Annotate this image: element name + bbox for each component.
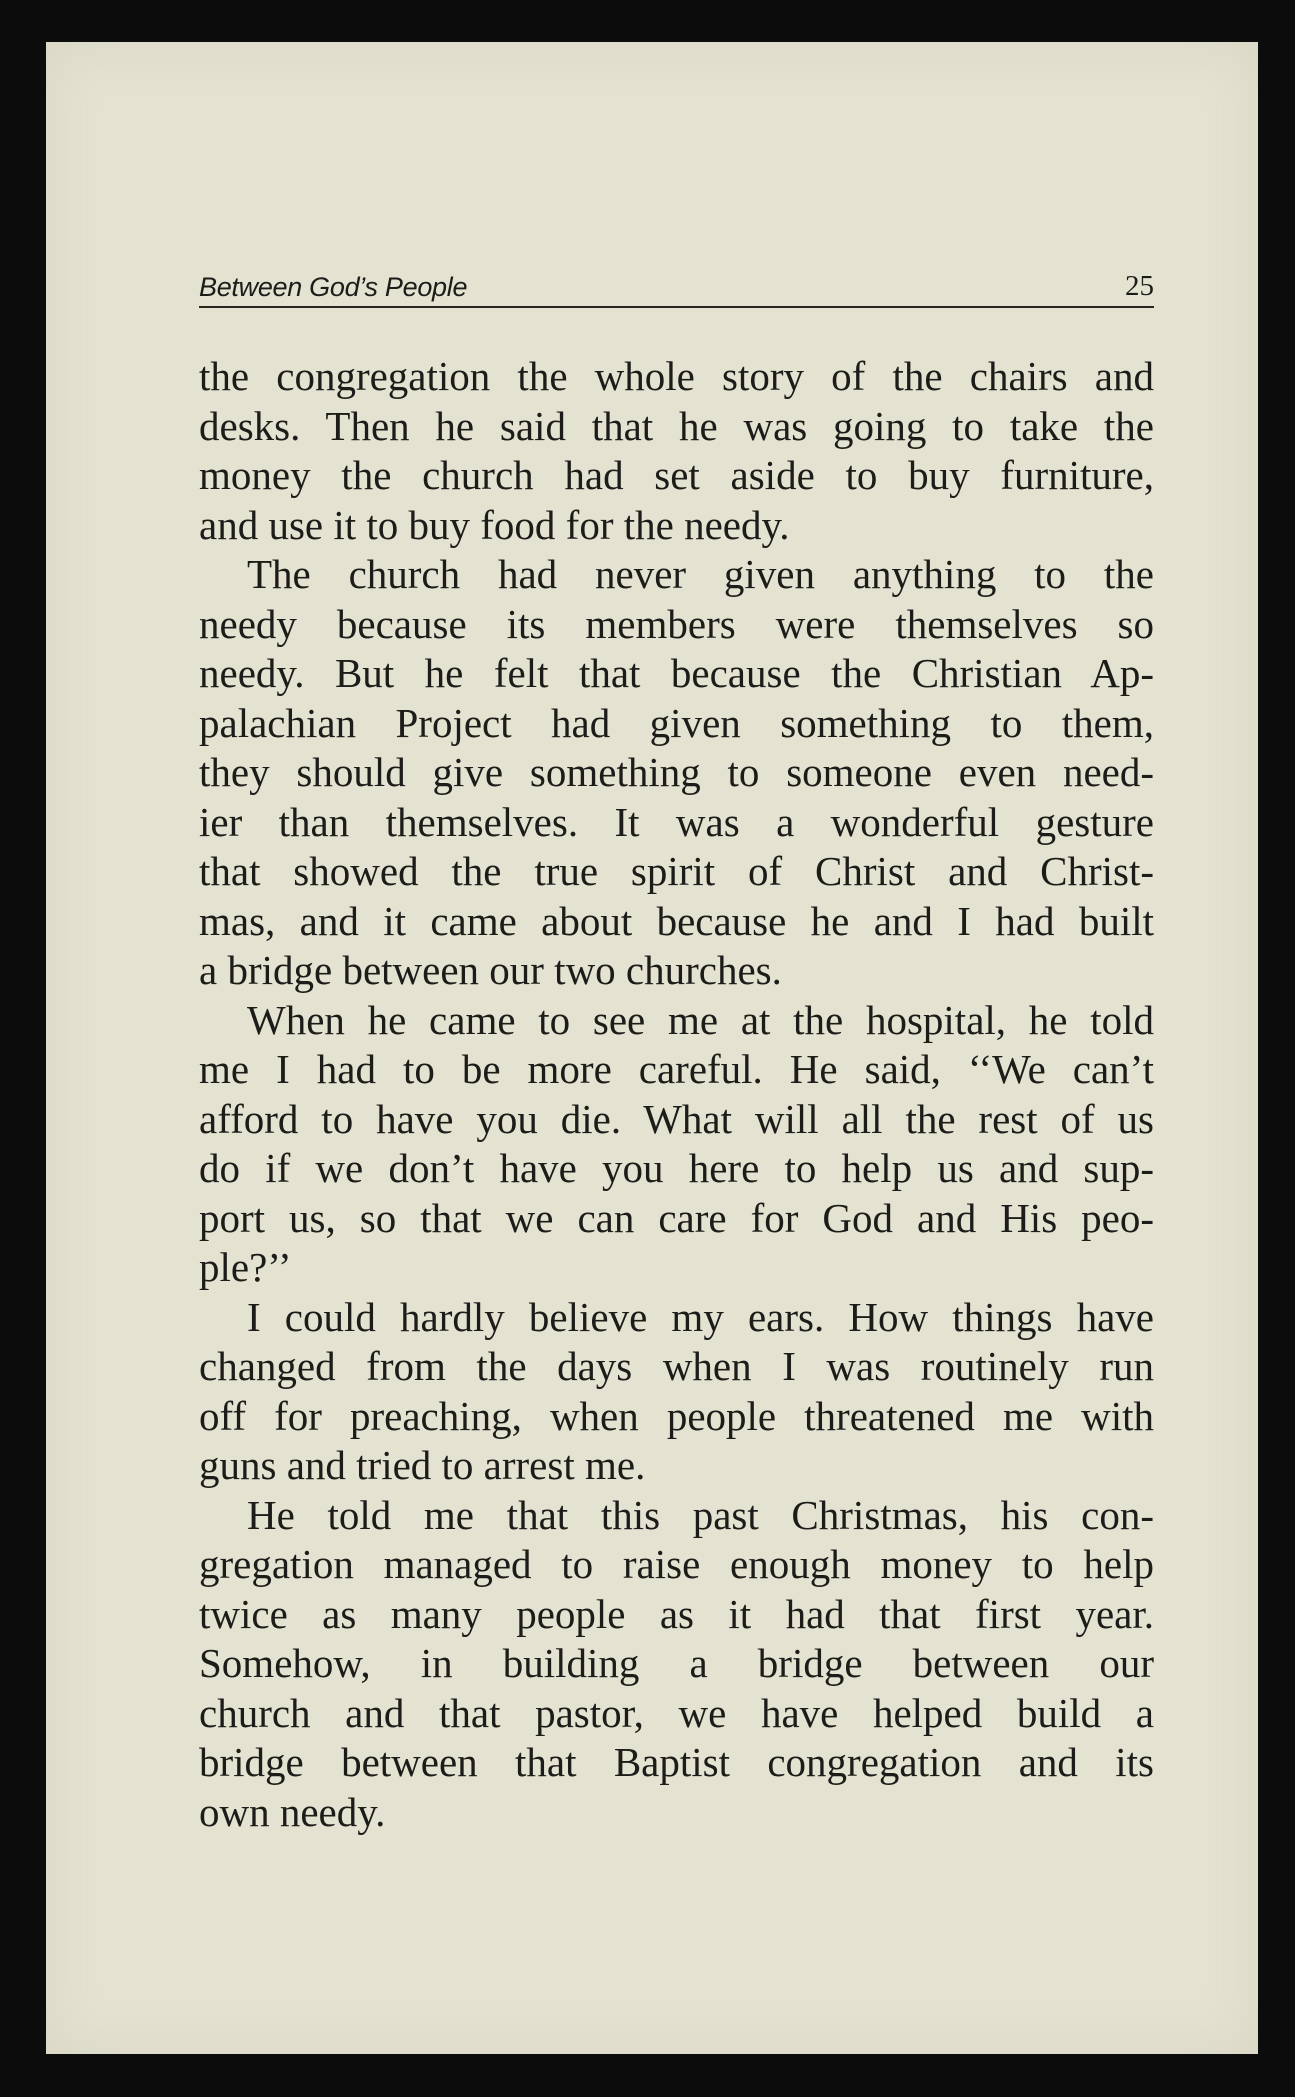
page-header [199, 262, 1154, 308]
text-line: the congregation the whole story of the chairs and [199, 353, 1154, 399]
text-line: bridge between that Baptist congregation and its [199, 1739, 1154, 1785]
text-line: afford to have you die. What will all the rest of us [199, 1095, 1154, 1142]
text-line: I could hardly believe my ears. How things have [247, 1293, 1154, 1340]
running-head: Between God’s People [199, 272, 468, 302]
text-line: me I had to be more careful. He said, ‘‘We can’t [199, 1046, 1154, 1092]
text-line: changed from the days when I was routinely run [199, 1343, 1154, 1389]
body-text [199, 352, 1154, 1837]
text-line: Somehow, in building a bridge between our [199, 1640, 1154, 1686]
text-line: He told me that this past Christmas, his con- [247, 1491, 1154, 1538]
text-line: and use it to buy food for the needy. [199, 501, 790, 548]
text-line: ple?’’ [199, 1244, 292, 1290]
text-line: needy. But he felt that because the Christian Ap- [199, 650, 1154, 696]
text-line: palachian Project had given something to them, [199, 699, 1154, 746]
text-line: desks. Then he said that he was going to take the [199, 402, 1154, 449]
text-line: own needy. [199, 1788, 386, 1835]
page-number: 25 [1125, 270, 1154, 302]
text-line: ier than themselves. It was a wonderful gesture [199, 798, 1154, 845]
text-line: twice as many people as it had that first year. [199, 1590, 1154, 1637]
text-line: gregation managed to raise enough money to help [199, 1541, 1154, 1587]
text-line: they should give something to someone even need- [199, 749, 1154, 795]
text-line: do if we don’t have you here to help us and sup- [199, 1145, 1154, 1191]
text-line: When he came to see me at the hospital, he told [247, 996, 1154, 1043]
text-line: The church had never given anything to the [247, 551, 1154, 597]
text-line: needy because its members were themselves so [199, 600, 1154, 647]
text-line: a bridge between our two churches. [199, 947, 782, 993]
text-line: off for preaching, when people threatened me with [199, 1392, 1154, 1439]
text-line: guns and tried to arrest me. [199, 1442, 646, 1488]
text-line: church and that pastor, we have helped build a [199, 1689, 1154, 1736]
text-line: mas, and it came about because he and I had built [199, 897, 1154, 944]
text-line: money the church had set aside to buy furniture, [199, 452, 1154, 498]
text-line: that showed the true spirit of Christ and Christ- [199, 848, 1154, 894]
text-line: port us, so that we can care for God and His peo- [199, 1194, 1154, 1241]
